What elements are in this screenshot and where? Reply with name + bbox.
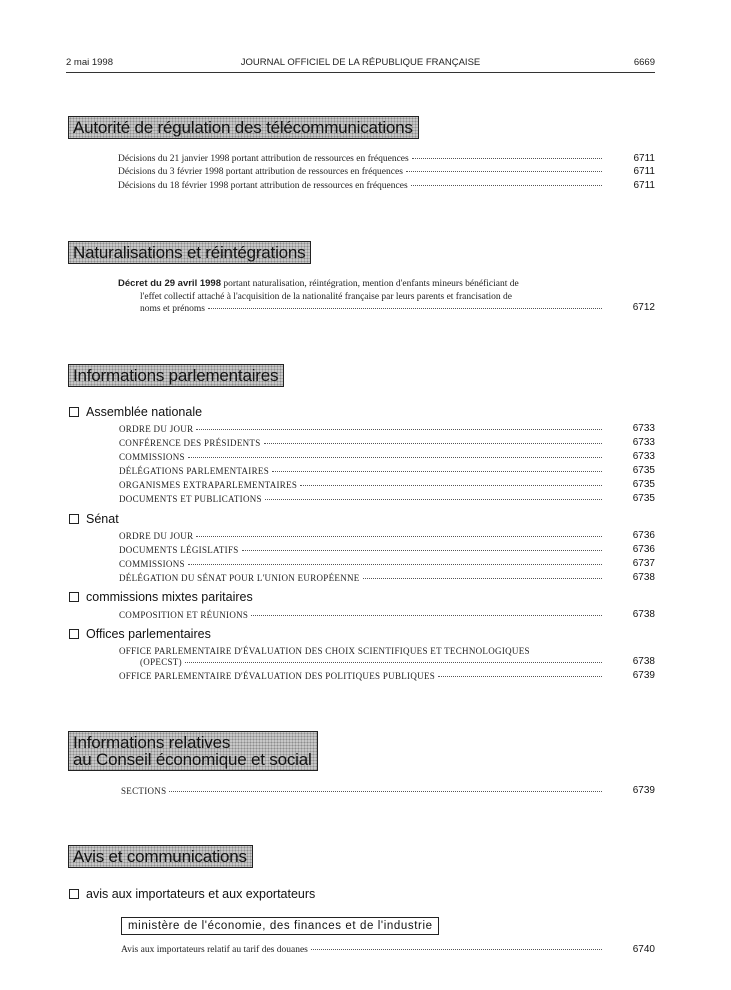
section-banner-telecom xyxy=(68,116,419,139)
section-title: Autorité de régulation des télécommunications xyxy=(73,118,413,137)
decree-text-3: noms et prénoms xyxy=(140,304,205,314)
entry-text: Avis aux importateurs relatif au tarif des douanes xyxy=(121,945,308,955)
decree-text-2: l'effet collectif attaché à l'acquisition de la nationalité française par leurs parents et francisation de xyxy=(140,291,512,302)
entry-page: 6733 xyxy=(632,437,655,448)
entry-text: DÉLÉGATION DU SÉNAT POUR L'UNION EUROPÉENNE xyxy=(119,573,360,583)
entry-text: DOCUMENTS ET PUBLICATIONS xyxy=(119,494,262,504)
ministry-title: ministère de l'économie, des finances et de l'industrie xyxy=(128,920,433,932)
leader-dots xyxy=(311,949,602,950)
entry-page: 6739 xyxy=(632,670,655,681)
section-title: Naturalisations et réintégrations xyxy=(73,243,306,262)
toc-entry[interactable] xyxy=(118,153,605,165)
entry-page: 6735 xyxy=(632,493,655,504)
leader-dots xyxy=(196,429,602,430)
section-title-line1: Informations relatives xyxy=(73,733,231,752)
section-title: Avis et communications xyxy=(73,847,247,866)
toc-entry[interactable] xyxy=(119,544,605,556)
entry-page: 6737 xyxy=(632,558,655,569)
section-banner-conseil xyxy=(68,731,318,771)
entry-text: SECTIONS xyxy=(121,786,167,796)
page-header xyxy=(66,57,655,71)
entry-text: (OPECST) xyxy=(140,657,182,667)
leader-dots xyxy=(411,185,602,186)
entry-text: DÉLÉGATIONS PARLEMENTAIRES xyxy=(119,466,269,476)
leader-dots xyxy=(188,457,602,458)
entry-text: Décisions du 21 janvier 1998 portant attribution de ressources en fréquences xyxy=(118,154,409,164)
leader-dots xyxy=(265,499,602,500)
entry-page: 6711 xyxy=(633,166,655,177)
leader-dots xyxy=(169,791,602,792)
header-page-number: 6669 xyxy=(633,57,655,68)
entry-page: 6712 xyxy=(632,302,655,313)
entry-text: COMMISSIONS xyxy=(119,452,185,462)
subheading-text: commissions mixtes paritaires xyxy=(86,590,253,604)
checkbox-square-icon xyxy=(69,514,79,524)
toc-entry[interactable] xyxy=(119,465,605,477)
toc-entry[interactable] xyxy=(121,785,605,797)
entry-text: ORGANISMES EXTRAPARLEMENTAIRES xyxy=(119,480,298,490)
leader-dots xyxy=(412,158,602,159)
checkbox-square-icon xyxy=(69,629,79,639)
entry-text: ORDRE DU JOUR xyxy=(119,424,194,434)
entry-text: OFFICE PARLEMENTAIRE D'ÉVALUATION DES CHOIX SCIENTIFIQUES ET TECHNOLOGIQUES xyxy=(119,646,530,656)
decree-text-1: portant naturalisation, réintégration, mention d'enfants mineurs bénéficiant de xyxy=(220,279,519,289)
toc-entry[interactable] xyxy=(119,558,605,570)
toc-entry[interactable] xyxy=(119,670,605,682)
subheading-mixtes xyxy=(69,590,253,604)
toc-entry[interactable] xyxy=(119,609,605,621)
entry-page: 6711 xyxy=(633,153,655,164)
toc-entry[interactable] xyxy=(119,479,605,491)
entry-page: 6740 xyxy=(632,944,655,955)
toc-entry[interactable] xyxy=(119,493,605,505)
toc-entry[interactable] xyxy=(140,656,605,668)
entry-text: ORDRE DU JOUR xyxy=(119,531,194,541)
entry-page: 6733 xyxy=(632,423,655,434)
subheading-text: avis aux importateurs et aux exportateurs xyxy=(86,887,316,901)
section-banner-parlementaires xyxy=(68,364,284,387)
decree-entry[interactable] xyxy=(118,278,605,316)
decree-lead: Décret du 29 avril 1998 xyxy=(118,278,221,289)
ministry-box xyxy=(121,917,439,935)
toc-entry[interactable] xyxy=(119,437,605,449)
entry-page: 6711 xyxy=(633,180,655,191)
subheading-avis xyxy=(69,887,315,901)
entry-page: 6738 xyxy=(632,656,655,667)
subheading-text: Sénat xyxy=(86,512,119,526)
entry-text: CONFÉRENCE DES PRÉSIDENTS xyxy=(119,438,261,448)
leader-dots xyxy=(264,443,602,444)
entry-text: COMPOSITION ET RÉUNIONS xyxy=(119,610,249,620)
entry-text: Décisions du 3 février 1998 portant attribution de ressources en fréquences xyxy=(118,167,403,177)
header-rule xyxy=(66,72,655,73)
subheading-assemblee xyxy=(69,405,202,419)
leader-dots xyxy=(406,171,602,172)
entry-text: DOCUMENTS LÉGISLATIFS xyxy=(119,545,239,555)
entry-page: 6739 xyxy=(632,785,655,796)
subheading-text: Assemblée nationale xyxy=(86,405,203,419)
toc-entry[interactable] xyxy=(118,180,605,192)
checkbox-square-icon xyxy=(69,889,79,899)
entry-page: 6736 xyxy=(632,530,655,541)
decree-text-3-row xyxy=(118,303,605,316)
entry-page: 6738 xyxy=(632,609,655,620)
entry-page: 6735 xyxy=(632,465,655,476)
header-date: 2 mai 1998 xyxy=(66,57,114,68)
entry-text: OFFICE PARLEMENTAIRE D'ÉVALUATION DES POLITIQUES PUBLIQUES xyxy=(119,671,436,681)
entry-page: 6733 xyxy=(632,451,655,462)
leader-dots xyxy=(363,578,602,579)
toc-entry[interactable] xyxy=(118,166,605,178)
toc-entry[interactable] xyxy=(119,451,605,463)
checkbox-square-icon xyxy=(69,592,79,602)
leader-dots xyxy=(242,550,602,551)
leader-dots xyxy=(196,536,602,537)
leader-dots xyxy=(251,615,602,616)
toc-entry[interactable] xyxy=(119,572,605,584)
leader-dots xyxy=(208,308,602,309)
leader-dots xyxy=(438,676,602,677)
subheading-offices xyxy=(69,627,211,641)
entry-text: COMMISSIONS xyxy=(119,559,185,569)
journal-title: JOURNAL OFFICIEL DE LA RÉPUBLIQUE FRANÇAISE xyxy=(240,57,481,68)
toc-entry[interactable] xyxy=(119,423,605,435)
subheading-text: Offices parlementaires xyxy=(86,627,211,641)
entry-page: 6736 xyxy=(632,544,655,555)
toc-entry[interactable] xyxy=(119,530,605,542)
leader-dots xyxy=(188,564,602,565)
leader-dots xyxy=(272,471,602,472)
toc-entry[interactable] xyxy=(121,944,605,956)
subheading-senat xyxy=(69,512,119,526)
checkbox-square-icon xyxy=(69,407,79,417)
section-banner-naturalisations xyxy=(68,241,311,264)
entry-text: Décisions du 18 février 1998 portant attribution de ressources en fréquences xyxy=(118,181,408,191)
section-title: Informations parlementaires xyxy=(73,366,279,385)
leader-dots xyxy=(300,485,602,486)
leader-dots xyxy=(185,662,602,663)
entry-page: 6735 xyxy=(632,479,655,490)
section-banner-avis xyxy=(68,845,253,868)
section-title-line2: au Conseil économique et social xyxy=(73,750,312,769)
entry-page: 6738 xyxy=(632,572,655,583)
